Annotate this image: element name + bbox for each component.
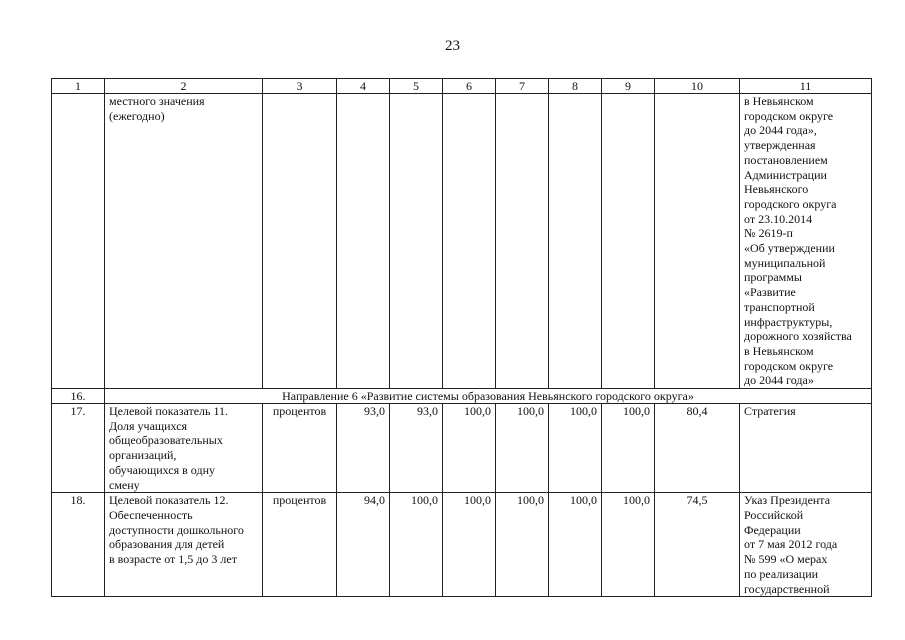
value-cell: 100,0 xyxy=(496,404,549,493)
header-cell: 11 xyxy=(740,79,872,94)
source-text: Стратегия xyxy=(740,404,872,493)
header-cell: 7 xyxy=(496,79,549,94)
header-row xyxy=(52,79,872,94)
indicator-text: Целевой показатель 11. Доля учащихся общеобразовательных организаций, обучающихся в одну смену xyxy=(105,404,263,493)
value-cell: 74,5 xyxy=(655,493,740,597)
table-row xyxy=(52,404,872,493)
indicators-table xyxy=(51,78,872,597)
header-cell: 1 xyxy=(52,79,105,94)
header-cell: 5 xyxy=(390,79,443,94)
header-cell: 9 xyxy=(602,79,655,94)
header-cell: 3 xyxy=(263,79,337,94)
unit-cell: процентов xyxy=(263,493,337,597)
continuation-row xyxy=(52,94,872,389)
value-cell: 100,0 xyxy=(443,404,496,493)
table-cell xyxy=(655,94,740,389)
table-cell xyxy=(263,94,337,389)
direction-row xyxy=(52,389,872,404)
table-cell xyxy=(337,94,390,389)
value-cell: 100,0 xyxy=(549,404,602,493)
value-cell: 100,0 xyxy=(602,493,655,597)
value-cell: 80,4 xyxy=(655,404,740,493)
value-cell: 100,0 xyxy=(602,404,655,493)
table-cell xyxy=(52,94,105,389)
header-cell: 2 xyxy=(105,79,263,94)
table-cell xyxy=(549,94,602,389)
value-cell: 100,0 xyxy=(443,493,496,597)
value-cell: 100,0 xyxy=(496,493,549,597)
table-cell xyxy=(443,94,496,389)
table-cell xyxy=(496,94,549,389)
value-cell: 100,0 xyxy=(390,493,443,597)
header-cell: 10 xyxy=(655,79,740,94)
row-number: 18. xyxy=(52,493,105,597)
table-row xyxy=(52,493,872,597)
row-number: 17. xyxy=(52,404,105,493)
value-cell: 93,0 xyxy=(337,404,390,493)
value-cell: 93,0 xyxy=(390,404,443,493)
value-cell: 94,0 xyxy=(337,493,390,597)
header-cell: 4 xyxy=(337,79,390,94)
direction-title: Направление 6 «Развитие системы образования Невьянского городского округа» xyxy=(105,389,872,404)
continuation-indicator-text: местного значения (ежегодно) xyxy=(105,94,263,389)
continuation-source-text: в Невьянском городском округе до 2044 года», утвержденная постановлением Администрации Невьянского городского округа от 23.10.2014 № 2619-п «Об утверждении муниципальной программы «Развитие транспортной инфраструктуры, дорожного хозяйства в Невьянском городском округе до 2044 года» xyxy=(740,94,872,389)
source-text: Указ Президента Российской Федерации от 7 мая 2012 года № 599 «О мерах по реализации государственной xyxy=(740,493,872,597)
unit-cell: процентов xyxy=(263,404,337,493)
table-cell xyxy=(390,94,443,389)
header-cell: 8 xyxy=(549,79,602,94)
indicator-text: Целевой показатель 12. Обеспеченность доступности дошкольного образования для детей в возрасте от 1,5 до 3 лет xyxy=(105,493,263,597)
row-number: 16. xyxy=(52,389,105,404)
value-cell: 100,0 xyxy=(549,493,602,597)
table-cell xyxy=(602,94,655,389)
header-cell: 6 xyxy=(443,79,496,94)
page-number: 23 xyxy=(445,38,460,54)
